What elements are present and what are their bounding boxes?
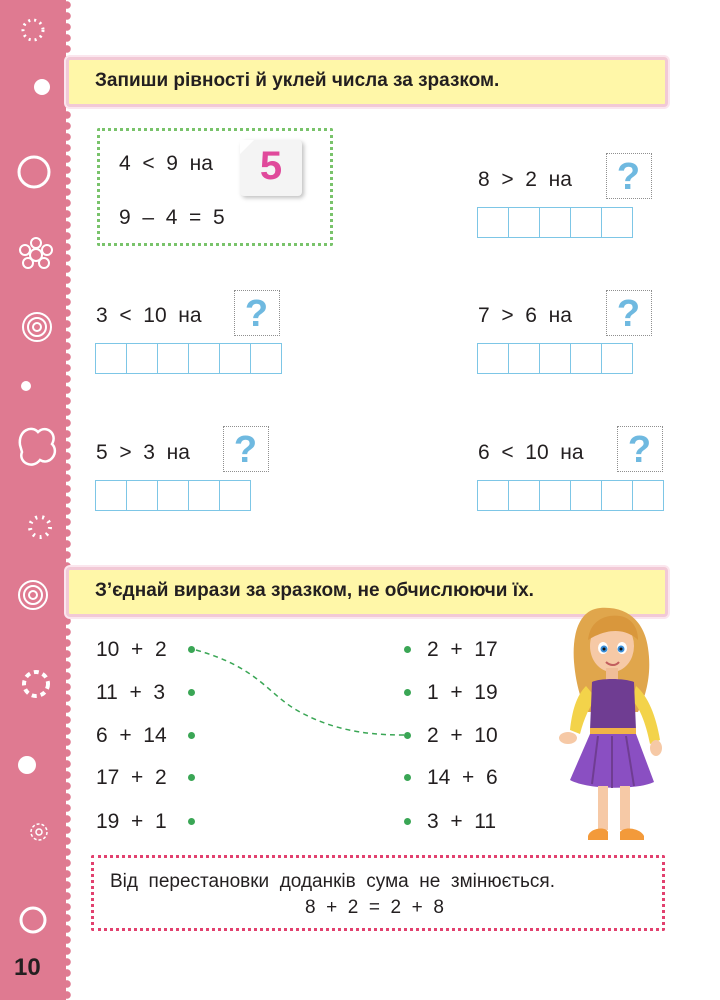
left-expression-3: 6 + 14 [96,724,167,747]
question-mark-icon: ? [244,293,269,335]
sample-comparison: 4 < 9 на [119,152,213,175]
rule-statement: Від перестановки доданків сума не змінюється. [110,871,555,892]
sample-equation: 9 – 4 = 5 [119,206,225,229]
rule-example: 8 + 2 = 2 + 8 [305,897,444,918]
question-mark-icon: ? [233,429,258,471]
right-expression-1: 2 + 17 [427,638,498,661]
left-expression-5: 19 + 1 [96,810,167,833]
left-expression-1: 10 + 2 [96,638,167,661]
comparison-2: 3 < 10 на [96,304,202,327]
task1-title: Запиши рівності й уклей числа за зразком. [95,70,500,91]
comparison-3: 7 > 6 на [478,304,572,327]
comparison-5: 6 < 10 на [478,441,584,464]
right-expression-5: 3 + 11 [427,810,497,833]
comparison-4: 5 > 3 на [96,441,190,464]
question-mark-icon: ? [627,429,652,471]
question-mark-icon: ? [616,156,641,198]
comparison-1: 8 > 2 на [478,168,572,191]
question-mark-icon: ? [616,293,641,335]
left-expression-4: 17 + 2 [96,766,167,789]
right-expression-4: 14 + 6 [427,766,498,789]
task2-title: З’єднай вирази за зразком, не обчислюючи їх. [95,580,534,601]
page-number: 10 [14,954,41,981]
left-expression-2: 11 + 3 [96,681,166,704]
right-expression-3: 2 + 10 [427,724,498,747]
right-expression-2: 1 + 19 [427,681,498,704]
rule-box [91,855,665,931]
girl-illustration [548,600,672,844]
sticker-number: 5 [259,144,283,188]
